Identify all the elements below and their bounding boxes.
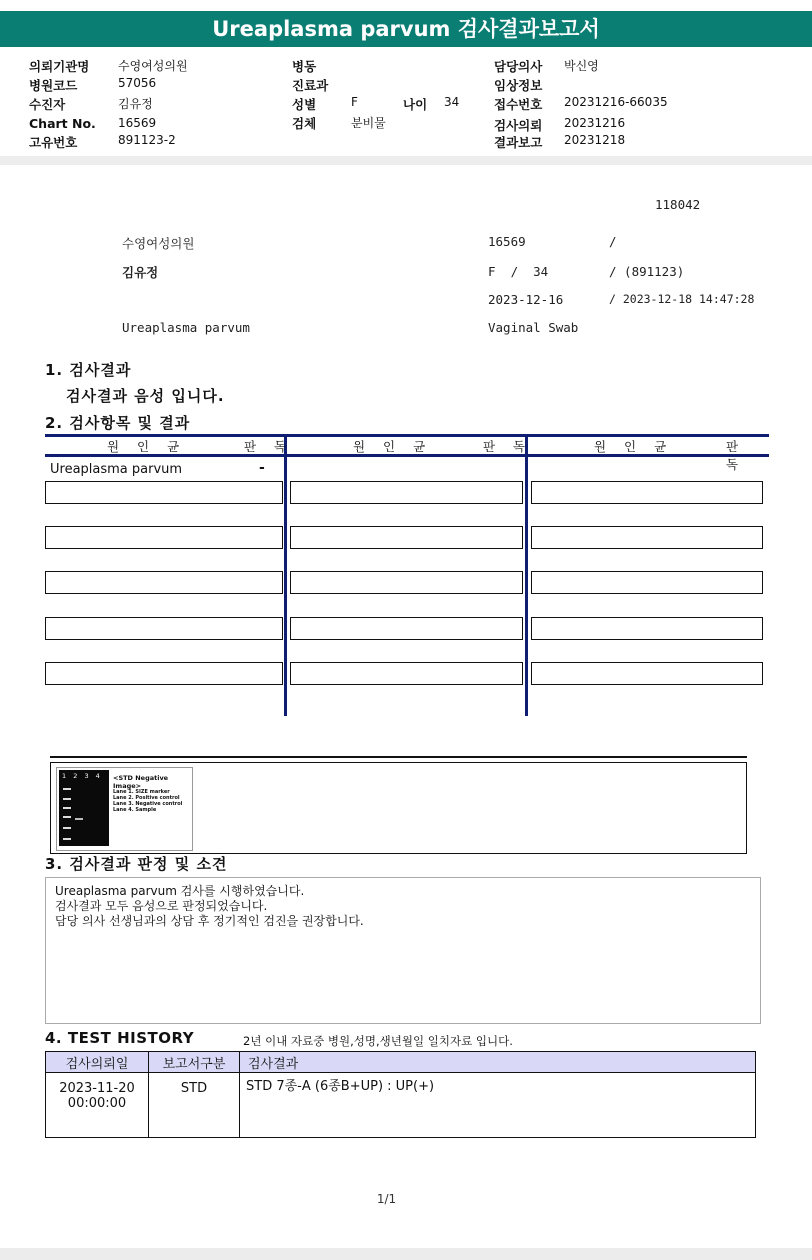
header-label: 의뢰기관명 (29, 59, 90, 74)
gel-caption-title: <STD Negative Image> (113, 774, 169, 790)
date-reported: / 2023-12-18 14:47:28 (609, 292, 755, 306)
header-label: 병동 (292, 59, 317, 74)
header-label: 병원코드 (29, 78, 78, 93)
gel-band (63, 798, 71, 800)
report-title: Ureaplasma parvum 검사결과보고서 (0, 11, 812, 47)
header-label: 담당의사 (494, 59, 543, 74)
page-number: 1/1 (376, 1192, 397, 1206)
gel-band (63, 816, 71, 818)
lane-number: 1 (62, 772, 67, 780)
opinion-line: 담당 의사 선생님과의 상담 후 정기적인 검진을 권장합니다. (55, 914, 364, 928)
patient-name: 김유정 (122, 265, 159, 280)
header-label: 임상정보 (494, 78, 543, 93)
id-code: 118042 (655, 197, 701, 212)
age-label: 나이 (403, 97, 428, 112)
gel-band (63, 827, 71, 829)
empty-result-box (290, 617, 523, 640)
header-separator (0, 156, 812, 165)
header-value: 김유정 (118, 97, 153, 111)
divider (50, 756, 747, 758)
gel-image-frame (50, 762, 747, 854)
gel-caption-line: Lane 1. SIZE marker (113, 789, 170, 795)
gel-band (63, 807, 71, 809)
col-header-pathogen: 원 인 균 (594, 439, 674, 454)
gel-band (63, 788, 71, 790)
history-col-header: 검사의뢰일 (46, 1052, 149, 1073)
header-value: 20231218 (564, 133, 626, 147)
lane-number: 4 (95, 772, 100, 780)
gel-caption (113, 789, 182, 813)
table-row (46, 1073, 756, 1138)
slash: / (609, 234, 617, 249)
header-label: 진료과 (292, 78, 329, 93)
gel-photo (59, 770, 109, 846)
header-label: 검사의뢰 (494, 118, 543, 133)
empty-result-box (45, 526, 283, 549)
hospital-name: 수영여성의원 (122, 236, 195, 251)
header-value: 57056 (118, 76, 157, 90)
empty-result-box (290, 481, 523, 504)
test-name: Ureaplasma parvum (122, 320, 250, 335)
header-info (0, 52, 812, 152)
lane-number: 2 (73, 772, 78, 780)
empty-result-box (45, 481, 283, 504)
gel-band (63, 838, 71, 840)
opinion-box (45, 877, 761, 1024)
history-date (46, 1073, 149, 1138)
header-value: 16569 (118, 116, 157, 130)
result-summary: 검사결과 음성 입니다. (66, 387, 225, 405)
history-col-header: 보고서구분 (149, 1052, 240, 1073)
empty-result-box (45, 571, 283, 594)
gel-caption-line: Lane 4. Sample (113, 807, 157, 813)
history-col-header: 검사결과 (240, 1052, 756, 1073)
header-value: 20231216 (564, 116, 626, 130)
result-grid (45, 434, 769, 716)
empty-result-box (45, 662, 283, 685)
header-value: F (351, 95, 358, 109)
col-header-pathogen: 원 인 균 (107, 439, 187, 454)
empty-result-box (531, 662, 763, 685)
gel-image (56, 767, 193, 851)
opinion-line: 검사결과 모두 음성으로 판정되었습니다. (55, 899, 268, 913)
empty-result-box (45, 617, 283, 640)
header-label: 검체 (292, 116, 317, 131)
footer-bar (0, 1248, 812, 1260)
empty-result-box (290, 571, 523, 594)
history-date-line: 2023-11-20 (59, 1081, 135, 1096)
gel-caption-line: Lane 3. Negative control (113, 801, 183, 807)
col-header-judgement: 판 독 (244, 439, 294, 454)
gel-caption-line: Lane 2. Positive control (113, 795, 180, 801)
gel-band (75, 818, 83, 820)
history-time-line: 00:00:00 (67, 1096, 127, 1111)
history-type: STD (149, 1073, 240, 1138)
sex-age: F / 34 (488, 264, 549, 279)
section1-title: 1. 검사결과 (45, 361, 132, 379)
age-value: 34 (444, 95, 460, 109)
history-result: STD 7종-A (6종B+UP) : UP(+) (240, 1073, 756, 1138)
header-label: 고유번호 (29, 135, 78, 150)
header-label: 결과보고 (494, 135, 543, 150)
lane-number: 3 (84, 772, 89, 780)
col-header-judgement: 판 독 (726, 439, 746, 472)
header-label: 성별 (292, 97, 317, 112)
section4-title: 4. TEST HISTORY (45, 1029, 195, 1047)
header-value: 박신영 (564, 59, 599, 73)
header-label: 접수번호 (494, 97, 543, 112)
history-table (45, 1051, 756, 1138)
empty-result-box (290, 662, 523, 685)
lane-numbers (62, 772, 100, 780)
header-label: 수진자 (29, 97, 66, 112)
empty-result-box (531, 571, 763, 594)
header-label: Chart No. (29, 116, 96, 131)
birth-date: / (891123) (609, 264, 685, 279)
section3-title: 3. 검사결과 판정 및 소견 (45, 855, 228, 873)
specimen: Vaginal Swab (488, 320, 579, 335)
pathogen-result: - (259, 460, 265, 476)
history-note: 2년 이내 자료중 병원,성명,생년월일 일치자료 입니다. (243, 1034, 513, 1048)
header-value: 891123-2 (118, 133, 176, 147)
pathogen-name: Ureaplasma parvum (50, 462, 183, 477)
empty-result-box (531, 617, 763, 640)
header-value: 분비물 (351, 116, 386, 130)
col-header-judgement: 판 독 (483, 439, 533, 454)
empty-result-box (290, 526, 523, 549)
section2-title: 2. 검사항목 및 결과 (45, 414, 191, 432)
header-value: 수영여성의원 (118, 59, 188, 73)
date-received: 2023-12-16 (488, 292, 564, 307)
col-header-pathogen: 원 인 균 (353, 439, 433, 454)
empty-result-box (531, 526, 763, 549)
header-value: 20231216-66035 (564, 95, 668, 109)
opinion-line: Ureaplasma parvum 검사를 시행하였습니다. (55, 884, 305, 898)
empty-result-box (531, 481, 763, 504)
chart-number: 16569 (488, 234, 526, 249)
